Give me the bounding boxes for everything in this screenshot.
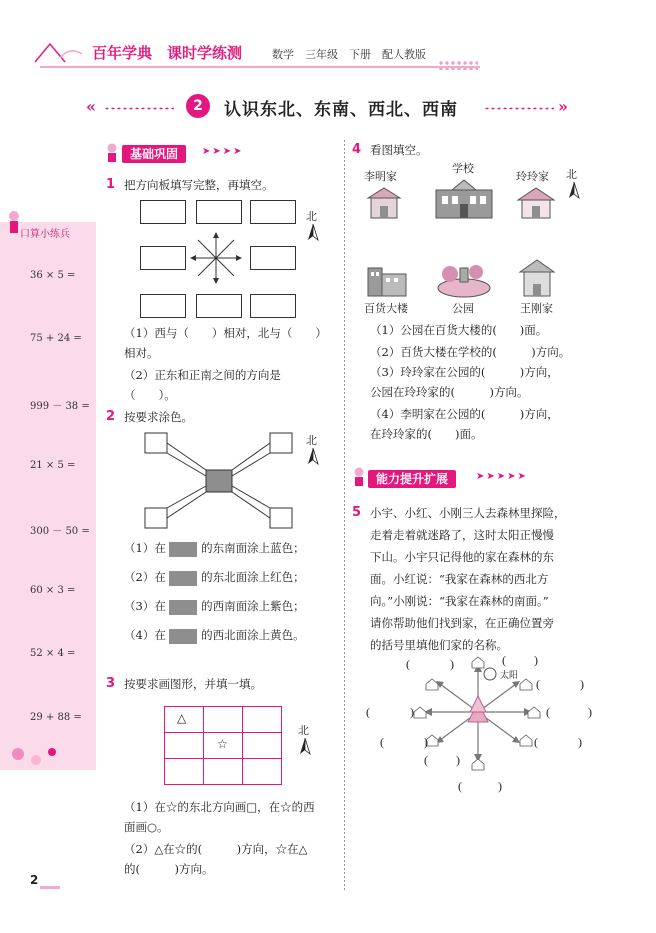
q2-number: 2	[106, 409, 116, 424]
direction-box-w[interactable]	[140, 246, 186, 270]
gray-square	[169, 600, 197, 615]
column-divider	[344, 140, 345, 890]
direction-box-n[interactable]	[196, 200, 242, 224]
arrow-trail-icon: ➤➤➤➤➤	[476, 471, 528, 482]
place-label: 学校	[452, 162, 474, 175]
gray-square	[169, 571, 197, 586]
place-label: 王刚家	[520, 302, 553, 315]
oral-item: 29 + 88 =	[30, 712, 82, 723]
house-icon	[518, 258, 556, 298]
section-advanced-tag: 能力提升扩展	[368, 470, 456, 488]
svg-text:(: (	[546, 705, 550, 719]
triangle-marker: △	[177, 711, 187, 725]
q2-row-post: 的东北面涂上红色；	[201, 570, 305, 584]
north-arrow-icon	[306, 222, 320, 242]
q2-row-1	[124, 538, 305, 558]
q3-answer-1b: 面画○。	[124, 820, 169, 834]
q5-text: 走着走着就迷路了，这时太阳正慢慢	[370, 528, 554, 542]
q4-number: 4	[352, 142, 362, 157]
gray-square	[169, 542, 197, 557]
svg-text:): )	[410, 705, 414, 719]
q2-row-post: 的东南面涂上蓝色；	[201, 541, 305, 555]
svg-text:): )	[534, 653, 538, 667]
north-label: 北	[566, 168, 577, 181]
svg-text:): )	[588, 705, 592, 719]
q2-row-pre: （2）在	[124, 570, 166, 584]
svg-text:(: (	[366, 705, 370, 719]
q2-row-post: 的西北面涂上黄色。	[201, 628, 305, 642]
house-icon	[516, 186, 556, 220]
q5-text: 向。”小刚说：“我家在森林的南面。”	[370, 594, 549, 608]
place-label: 李明家	[364, 170, 397, 183]
q1-prompt: 把方向板填写完整，再填空。	[124, 178, 274, 192]
oral-item: 75 + 24 =	[30, 333, 82, 344]
oral-item: 999 － 38 =	[30, 401, 90, 412]
q1-answer-2: （2）正东和正南之间的方向是	[124, 368, 281, 382]
svg-text:): )	[456, 753, 460, 767]
page-bar	[40, 886, 60, 889]
lesson-title: 认识东北、东南、西北、西南	[224, 100, 458, 120]
q4-prompt: 看图填空。	[370, 143, 428, 157]
oral-item: 36 × 5 =	[30, 270, 76, 281]
direction-box-ne[interactable]	[250, 200, 296, 224]
svg-text:): )	[450, 657, 454, 671]
q1-answer-2b: （ ）。	[124, 388, 176, 402]
q2-row-3	[124, 596, 305, 616]
q5-text: 下山。小宇只记得他的家在森林的东	[370, 550, 554, 564]
svg-text:(: (	[502, 653, 506, 667]
north-arrow-icon	[306, 446, 320, 466]
q5-number: 5	[352, 505, 362, 520]
q5-text: 小宇、小红、小刚三人去森林里探险，	[370, 506, 566, 520]
q1-answer-1: （1）西与（ ）相对，北与（ ）	[124, 326, 327, 340]
svg-text:): )	[498, 779, 502, 793]
q3-number: 3	[106, 676, 116, 691]
page-number: 2	[30, 873, 39, 887]
svg-text:): )	[580, 677, 584, 691]
oral-item: 60 × 3 =	[30, 585, 76, 596]
q2-row-pre: （1）在	[124, 541, 166, 555]
q2-row-pre: （4）在	[124, 628, 166, 642]
q3-answer-1: （1）在☆的东北方向画□，在☆的西	[124, 800, 315, 814]
q3-prompt: 按要求画图形，并填一填。	[124, 677, 262, 691]
gray-square	[169, 629, 197, 644]
q1-number: 1	[106, 177, 116, 192]
oral-item: 21 × 5 =	[30, 460, 76, 471]
north-label: 北	[306, 434, 317, 447]
oral-practice-sidebar	[0, 222, 96, 770]
north-label: 北	[298, 724, 309, 737]
q2-row-2	[124, 567, 305, 587]
svg-text:(: (	[458, 779, 462, 793]
header-ornament-icon	[30, 36, 90, 66]
star-marker: ☆	[217, 737, 228, 751]
north-arrow-icon	[567, 180, 581, 200]
place-label: 玲玲家	[516, 170, 549, 183]
dotted-line-right	[484, 107, 554, 110]
north-arrow-icon	[298, 736, 312, 756]
section-basic-tag: 基础巩固	[122, 145, 186, 163]
q4-answer: （1）公园在百货大楼的( )面。	[370, 323, 548, 337]
svg-text:(: (	[406, 657, 410, 671]
chevron-left-icon: «	[86, 97, 96, 116]
svg-text:(: (	[380, 735, 384, 749]
direction-box-se[interactable]	[250, 294, 296, 318]
q2-prompt: 按要求涂色。	[124, 410, 193, 424]
svg-text:(: (	[534, 735, 538, 749]
q3-answer-2b: 的( )方向。	[124, 862, 214, 876]
park-icon	[436, 260, 492, 298]
sun-label: 太阳	[500, 671, 519, 681]
child-icon	[350, 466, 368, 488]
chevron-right-icon: »	[558, 97, 568, 116]
header-brand: 百年学典 课时学练测	[92, 44, 243, 62]
school-icon	[434, 176, 494, 220]
svg-text:): )	[424, 735, 428, 749]
forest-direction-diagram	[364, 650, 594, 798]
q4-answer: （2）百货大楼在学校的( )方向。	[370, 345, 571, 359]
department-store-icon	[364, 262, 410, 298]
oral-item: 52 × 4 =	[30, 648, 76, 659]
header-meta: 数学 三年级 下册 配人教版	[272, 48, 426, 61]
direction-box-s[interactable]	[196, 294, 242, 318]
q1-answer-1b: 相对。	[124, 346, 159, 360]
svg-text:): )	[578, 735, 582, 749]
house-icon	[366, 186, 402, 220]
q2-row-post: 的西南面涂上紫色；	[201, 599, 305, 613]
direction-box-e[interactable]	[250, 246, 296, 270]
direction-box-sw[interactable]	[140, 294, 186, 318]
q2-row-pre: （3）在	[124, 599, 166, 613]
place-label: 百货大楼	[364, 302, 408, 315]
place-label: 公园	[452, 302, 474, 315]
dotted-line-left	[104, 107, 174, 110]
q4-answer: 公园在玲玲家的( )方向。	[370, 385, 529, 399]
q2-row-4	[124, 625, 305, 645]
svg-text:(: (	[424, 753, 428, 767]
direction-box-nw[interactable]	[140, 200, 186, 224]
lesson-number-badge: 2	[186, 94, 210, 118]
q4-answer: （4）李明家在公园的( )方向，	[370, 407, 559, 421]
q4-answer: 在玲玲家的( )面。	[370, 427, 483, 441]
oral-item: 300 － 50 =	[30, 526, 90, 537]
svg-text:(: (	[536, 677, 540, 691]
coloring-diagram	[144, 432, 294, 532]
header-dots	[438, 60, 478, 70]
header-rule	[40, 66, 480, 68]
eight-arrow-compass-icon	[186, 230, 246, 286]
sidebar-title: 口算小练兵	[20, 229, 70, 240]
q5-text: 面。小红说：“我家在森林的西北方	[370, 572, 549, 586]
q4-answer: （3）玲玲家在公园的( )方向，	[370, 365, 559, 379]
arrow-trail-icon: ➤➤➤➤	[202, 146, 244, 157]
child-icon	[104, 142, 120, 164]
north-label: 北	[306, 210, 317, 223]
q3-answer-2: （2）△在☆的( )方向，☆在△	[124, 842, 308, 856]
q5-text: 请你帮助他们找到家，在正确位置旁	[370, 616, 554, 630]
flower-decoration-icon	[6, 740, 86, 770]
q5-text: 的括号里填他们家的名称。	[370, 638, 508, 652]
